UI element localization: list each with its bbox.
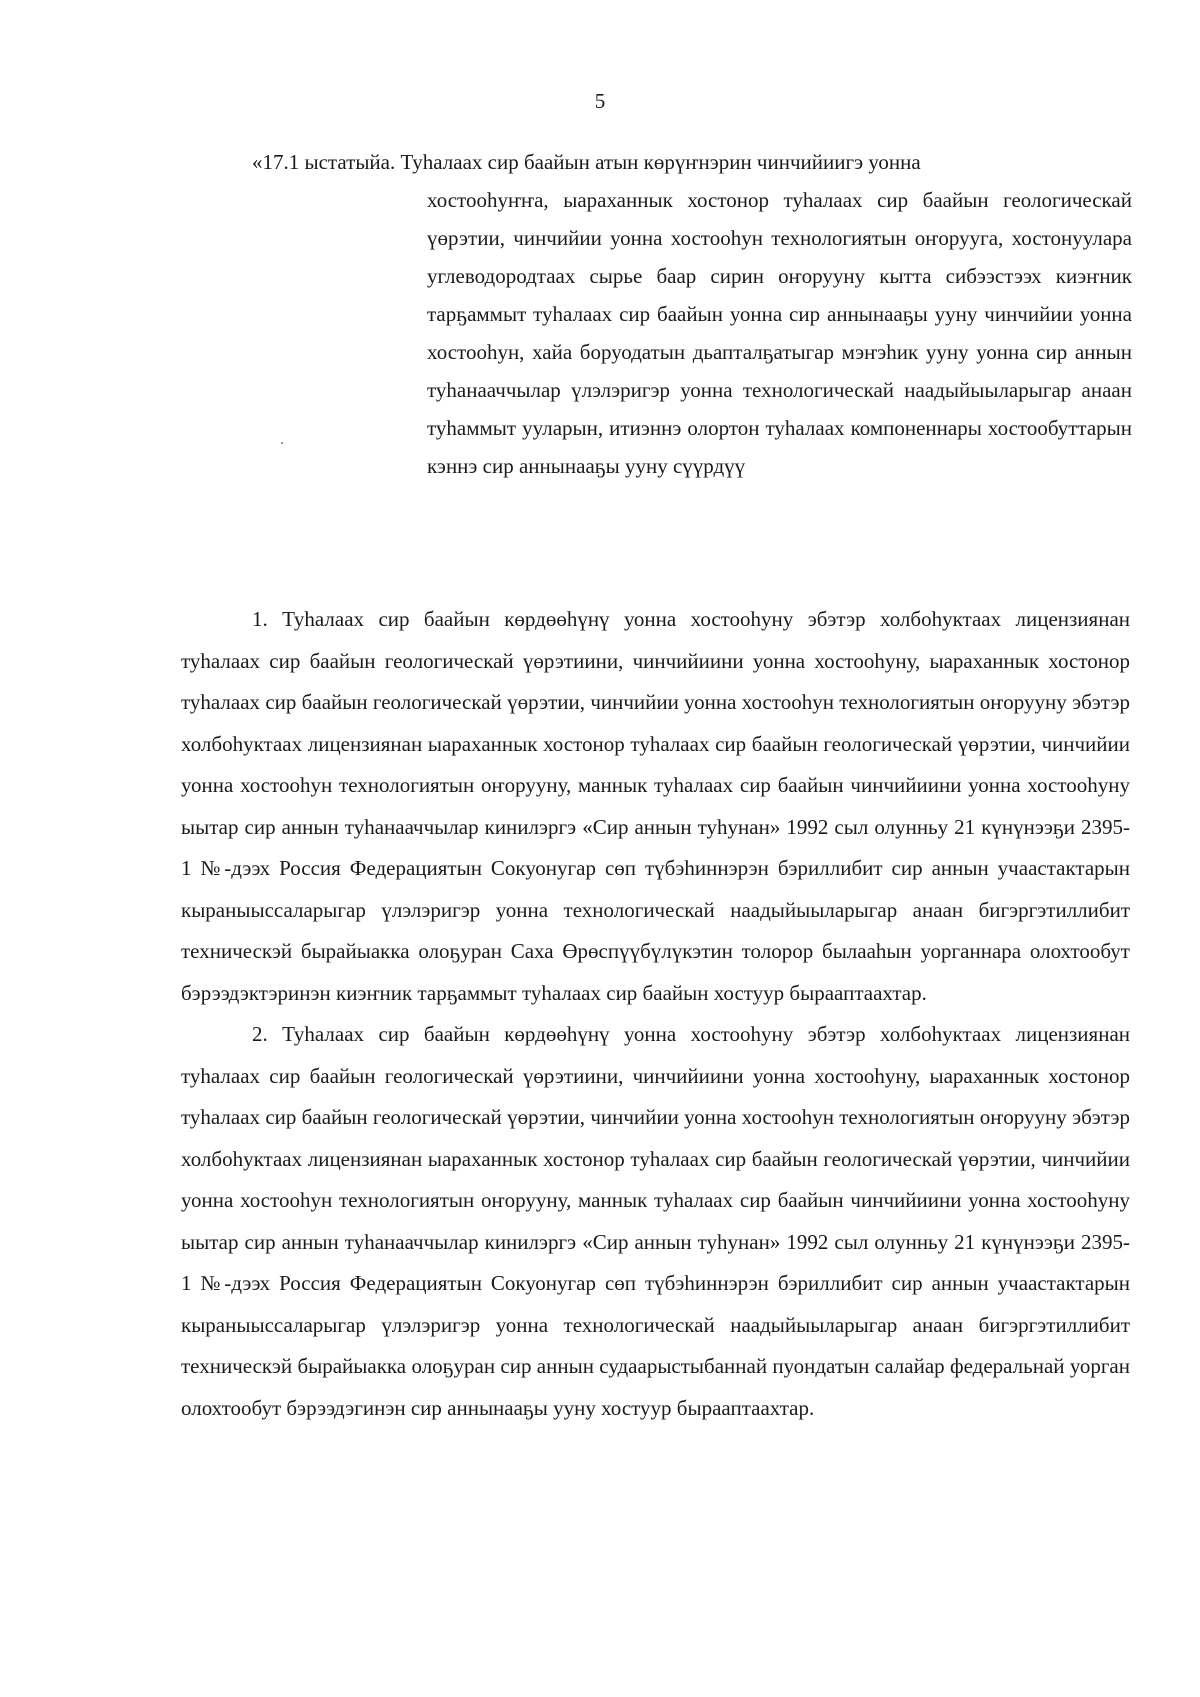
article-head-line: «17.1 ыстатыйа. Туһалаах сир баайын атын көрүҥнэрин чинчийиигэ уонна bbox=[252, 150, 921, 174]
paragraph-1: 1. Туһалаах сир баайын көрдөөһүнү уонна хостооһуну эбэтэр холбоһуктаах лицензиянан туһалаах сир баайын геологическай үөрэтиини, чинчийиини уонна хостооһуну, ыараханнык хостонор туһалаах сир баайын геологическай үөрэтии, чинчийии уонна хостооһун технологиятын оҥорууну эбэтэр холбоһуктаах лицензиянан ыараханнык хостонор туһалаах сир баайын геологическай үөрэтии, чинчийии уонна хостооһун технологиятын оҥорууну, маннык туһалаах сир баайын чинчийиини уонна хостооһуну ыытар сир аннын туһанааччылар кинилэргэ «Сир аннын туһунан» 1992 сыл олунньу 21 күнүнээҕи 2395-1 №-дээх Россия Федерациятын Сокуонугар сөп түбэһиннэрэн бэриллибит сир аннын учаастактарын кыраныыссаларыгар үлэлэригэр уонна технологическай наадыйыыларыгар анаан бигэргэтиллибит техническэй бырайыакка олоҕуран Саха Өрөспүүбүлүкэтин толорор былааһын уорганнара олохтообут бэрээдэктэринэн киэҥник тарҕаммыт туһалаах сир баайын хостуур бырааптаахтар. bbox=[181, 607, 1130, 1005]
scan-speck bbox=[281, 442, 283, 444]
page-number: 5 bbox=[594, 89, 606, 113]
paragraph-2: 2. Туһалаах сир баайын көрдөөһүнү уонна хостооһуну эбэтэр холбоһуктаах лицензиянан туһалаах сир баайын геологическай үөрэтиини, чинчийиини уонна хостооһуну, ыараханнык хостонор туһалаах сир баайын геологическай үөрэтии, чинчийии уонна хостооһун технологиятын оҥорууну эбэтэр холбоһуктаах лицензиянан ыараханнык хостонор туһалаах сир баайын геологическай үөрэтии, чинчийии уонна хостооһун технологиятын оҥорууну, маннык туһалаах сир баайын чинчийиини уонна хостооһуну ыытар сир аннын туһанааччылар кинилэргэ «Сир аннын туһунан» 1992 сыл олунньу 21 күнүнээҕи 2395-1 №-дээх Россия Федерациятын Сокуонугар сөп түбэһиннэрэн бэриллибит сир аннын учаастактарын кыраныыссаларыгар үлэлэригэр уонна технологическай наадыйыыларыгар анаан бигэргэтиллибит техническэй бырайыакка олоҕуран сир аннын судаарыстыбаннай пуондатын салайар федеральнай уорган олохтообут бэрээдэгинэн сир аннынааҕы ууну хостуур бырааптаахтар. bbox=[181, 1022, 1130, 1420]
article-body bbox=[181, 599, 1130, 1429]
article-heading bbox=[252, 143, 1132, 485]
article-title-continuation: хостооһуҥҥа, ыараханнык хостонор туһалаах сир баайын геологическай үөрэтии, чинчийии уонна хостооһун технологиятын оҥорууга, хостонуулара углеводородтаах сырье баар сирин оҥорууну кытта сибээстээх киэҥник тарҕаммыт туһалаах сир баайын уонна сир аннынааҕы ууну чинчийии уонна хостооһун, хайа боруодатын дьапталҕатыгар мэҥэһик ууну уонна сир аннын туһанааччылар үлэлэригэр уонна технологическай наадыйыыларыгар анаан туһаммыт ууларын, итиэннэ олортон туһалаах компоненнары хостообуттарын кэннэ сир аннынааҕы ууну сүүрдүү bbox=[427, 188, 1132, 478]
